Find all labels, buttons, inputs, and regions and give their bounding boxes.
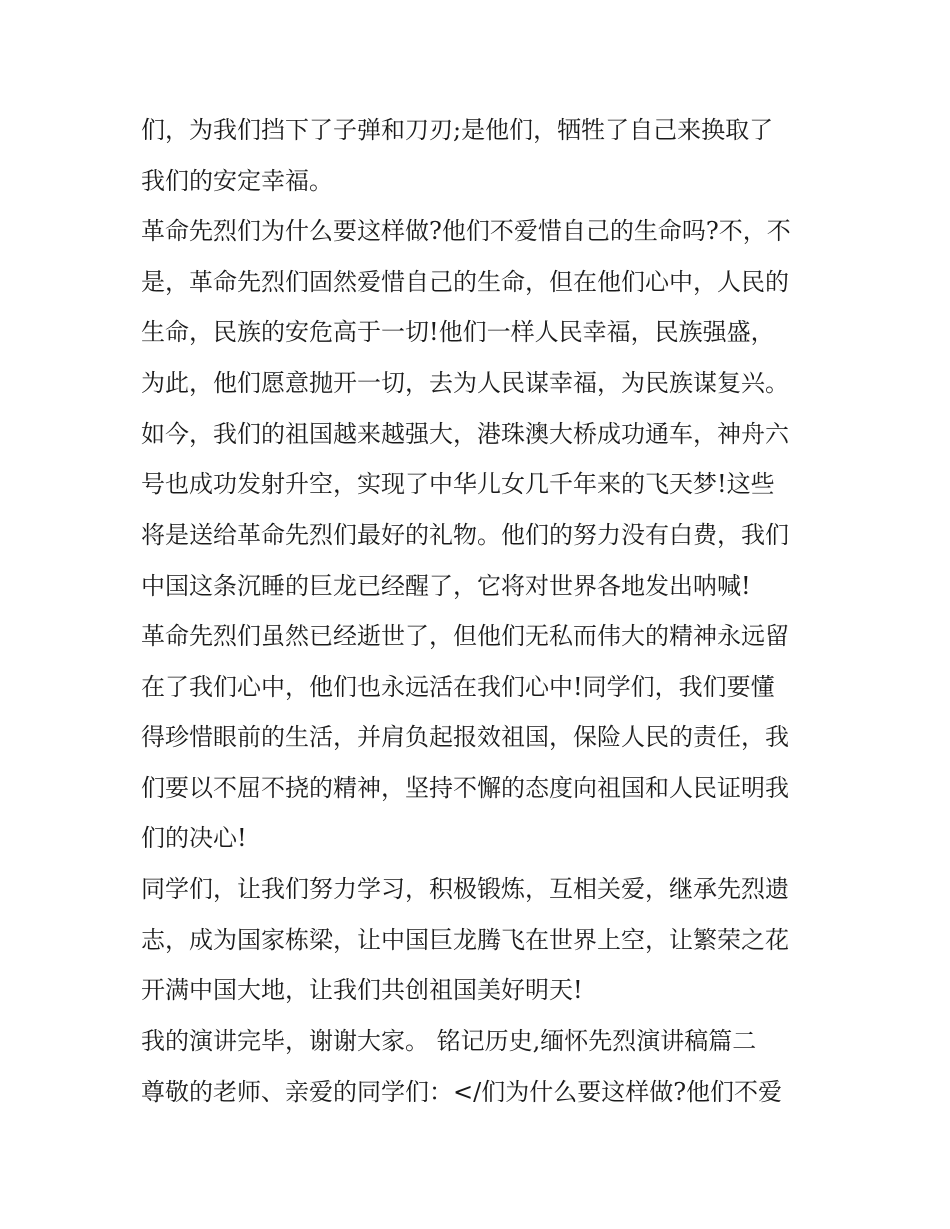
text-line: 为此，他们愿意抛开一切，去为人民谋幸福，为民族谋复兴。 bbox=[141, 369, 789, 397]
text-line: 号也成功发射升空，实现了中华儿女几千年来的飞天梦!这些 bbox=[141, 470, 775, 498]
text-line: 们要以不屈不挠的精神，坚持不懈的态度向祖国和人民证明我 bbox=[141, 774, 789, 802]
text-line: 尊敬的老师、亲爱的同学们：</们为什么要这样做?他们不爱 bbox=[141, 1078, 783, 1106]
text-line: 得珍惜眼前的生活，并肩负起报效祖国，保险人民的责任，我 bbox=[141, 723, 789, 751]
text-line: 中国这条沉睡的巨龙已经醒了，它将对世界各地发出呐喊! bbox=[141, 572, 751, 600]
text-line: 如今，我们的祖国越来越强大，港珠澳大桥成功通车，神舟六 bbox=[141, 420, 789, 448]
text-line: 在了我们心中，他们也永远活在我们心中!同学们，我们要懂 bbox=[141, 673, 775, 701]
text-line: 革命先烈们虽然已经逝世了，但他们无私而伟大的精神永远留 bbox=[141, 622, 789, 650]
text-line: 我的演讲完毕，谢谢大家。 铭记历史,缅怀先烈演讲稿篇二 bbox=[141, 1027, 757, 1055]
text-line: 志，成为国家栋梁，让中国巨龙腾飞在世界上空，让繁荣之花 bbox=[141, 926, 789, 954]
text-line: 生命，民族的安危高于一切!他们一样人民幸福，民族强盛， bbox=[141, 318, 775, 346]
text-line: 我们的安定幸福。 bbox=[141, 167, 333, 195]
text-line: 是，革命先烈们固然爱惜自己的生命，但在他们心中，人民的 bbox=[141, 268, 789, 296]
text-line: 们，为我们挡下了子弹和刀刃;是他们，牺牲了自己来换取了 bbox=[141, 116, 774, 144]
text-line: 革命先烈们为什么要这样做?他们不爱惜自己的生命吗?不，不 bbox=[141, 217, 791, 245]
text-line: 将是送给革命先烈们最好的礼物。他们的努力没有白费，我们 bbox=[141, 521, 789, 549]
text-line: 同学们，让我们努力学习，积极锻炼，互相关爱，继承先烈遗 bbox=[141, 875, 789, 903]
text-line: 们的决心! bbox=[141, 824, 247, 852]
text-line: 开满中国大地，让我们共创祖国美好明天! bbox=[141, 976, 583, 1004]
